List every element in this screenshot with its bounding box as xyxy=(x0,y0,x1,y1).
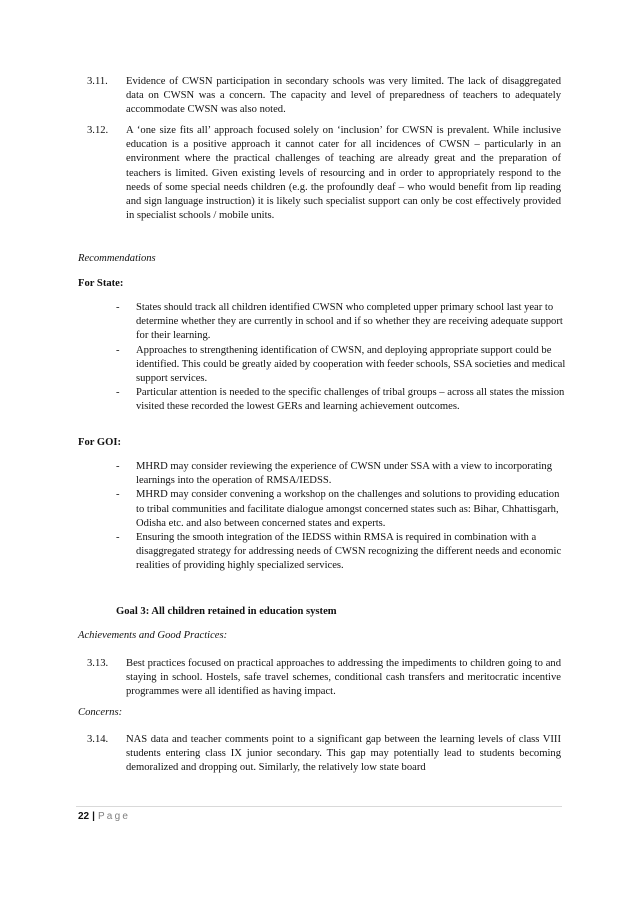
paragraph-text: Evidence of CWSN participation in secondary schools was very limited. The lack of disaggregated data on CWSN was a concern. The capacity and level of preparedness of teachers to adequately accommodate CWSN was also noted. xyxy=(126,76,561,116)
list-item xyxy=(116,386,566,414)
page-footer xyxy=(78,810,130,824)
list-item-text: Approaches to strengthening identification of CWSN, and deploying appropriate support could be identified. This could be greatly aided by cooperation with feeder schools, SSA societies and medical support services. xyxy=(136,344,566,385)
list-item xyxy=(116,488,566,531)
list-item-text: MHRD may consider reviewing the experience of CWSN under SSA with a view to incorporating learnings into the operation of RMSA/IEDSS. xyxy=(136,461,553,487)
page-number: 22 xyxy=(78,811,90,822)
state-recommendations-list xyxy=(116,301,566,415)
list-item xyxy=(116,531,566,574)
footer-divider xyxy=(76,806,562,807)
bullet-dash: - xyxy=(116,532,120,544)
list-item-text: Ensuring the smooth integration of the IEDSS within RMSA is required in combination with a disaggregated strategy for addressing needs of CWSN recognizing the different needs and economic realities of providing highly specialized services. xyxy=(136,532,562,572)
for-state-heading: For State: xyxy=(78,278,124,289)
goal-heading: Goal 3: All children retained in education system xyxy=(116,606,337,617)
paragraph-number: 3.13. xyxy=(87,658,109,669)
bullet-dash: - xyxy=(116,489,120,501)
list-item xyxy=(116,460,566,488)
bullet-dash: - xyxy=(116,302,120,313)
list-item-text: Particular attention is needed to the specific challenges of tribal groups – across all states the mission visited these recorded the lowest GERs and learning achievement outcomes. xyxy=(136,387,565,413)
paragraph-number: 3.11. xyxy=(87,76,108,87)
paragraph-text: A ‘one size fits all’ approach focused solely on ‘inclusion’ for CWSN is prevalent. While inclusive education is a positive approach it cannot cater for all incidences of CWSN – particularly in an environment where the practical challenges of teaching are already great and the preparation of teachers is limited. Given existing levels of resourcing and in order to appropriately respond to the needs of some special needs children (e.g. the profoundly deaf – who would benefit from lip reading and sign language instruction) it is likely such specialist support can only be cost effectively provided in specialist schools / mobile units. xyxy=(126,125,561,222)
bullet-dash: - xyxy=(116,387,120,399)
concerns-heading: Concerns: xyxy=(78,707,123,718)
achievements-heading: Achievements and Good Practices: xyxy=(78,630,228,641)
recommendations-heading: Recommendations xyxy=(78,253,156,264)
list-item-text: States should track all children identified CWSN who completed upper primary school last year to determine whether they are currently in school and if so whether they are receiving adequate support for their learning. xyxy=(136,302,563,342)
paragraph-number: 3.12. xyxy=(87,125,109,136)
paragraph-text: NAS data and teacher comments point to a significant gap between the learning levels of class VIII students entering class IX junior secondary. This gap may potentially lead to students becoming demoralized and dropping out. Similarly, the relatively low state board xyxy=(126,734,561,774)
bullet-dash: - xyxy=(116,461,120,472)
goi-recommendations-list xyxy=(116,460,566,574)
bullet-dash: - xyxy=(116,344,120,356)
list-item xyxy=(116,344,566,387)
paragraph-number: 3.14. xyxy=(87,734,109,745)
page-label: Page xyxy=(97,811,131,822)
paragraph-text: Best practices focused on practical approaches to addressing the impediments to children going to and staying in school. Hostels, safe travel schemes, conditional cash transfers and meritocratic incentive programmes were all identified as having impact. xyxy=(126,658,561,698)
list-item xyxy=(116,301,566,344)
list-item-text: MHRD may consider convening a workshop on the challenges and solutions to providing education to tribal communities and facilitate dialogue amongst concerned states such as: Bihar, Chhattisgarh, Odisha etc. and also between concerned states and experts. xyxy=(136,489,560,529)
footer-separator: | xyxy=(92,811,95,822)
for-goi-heading: For GOI: xyxy=(78,437,122,448)
